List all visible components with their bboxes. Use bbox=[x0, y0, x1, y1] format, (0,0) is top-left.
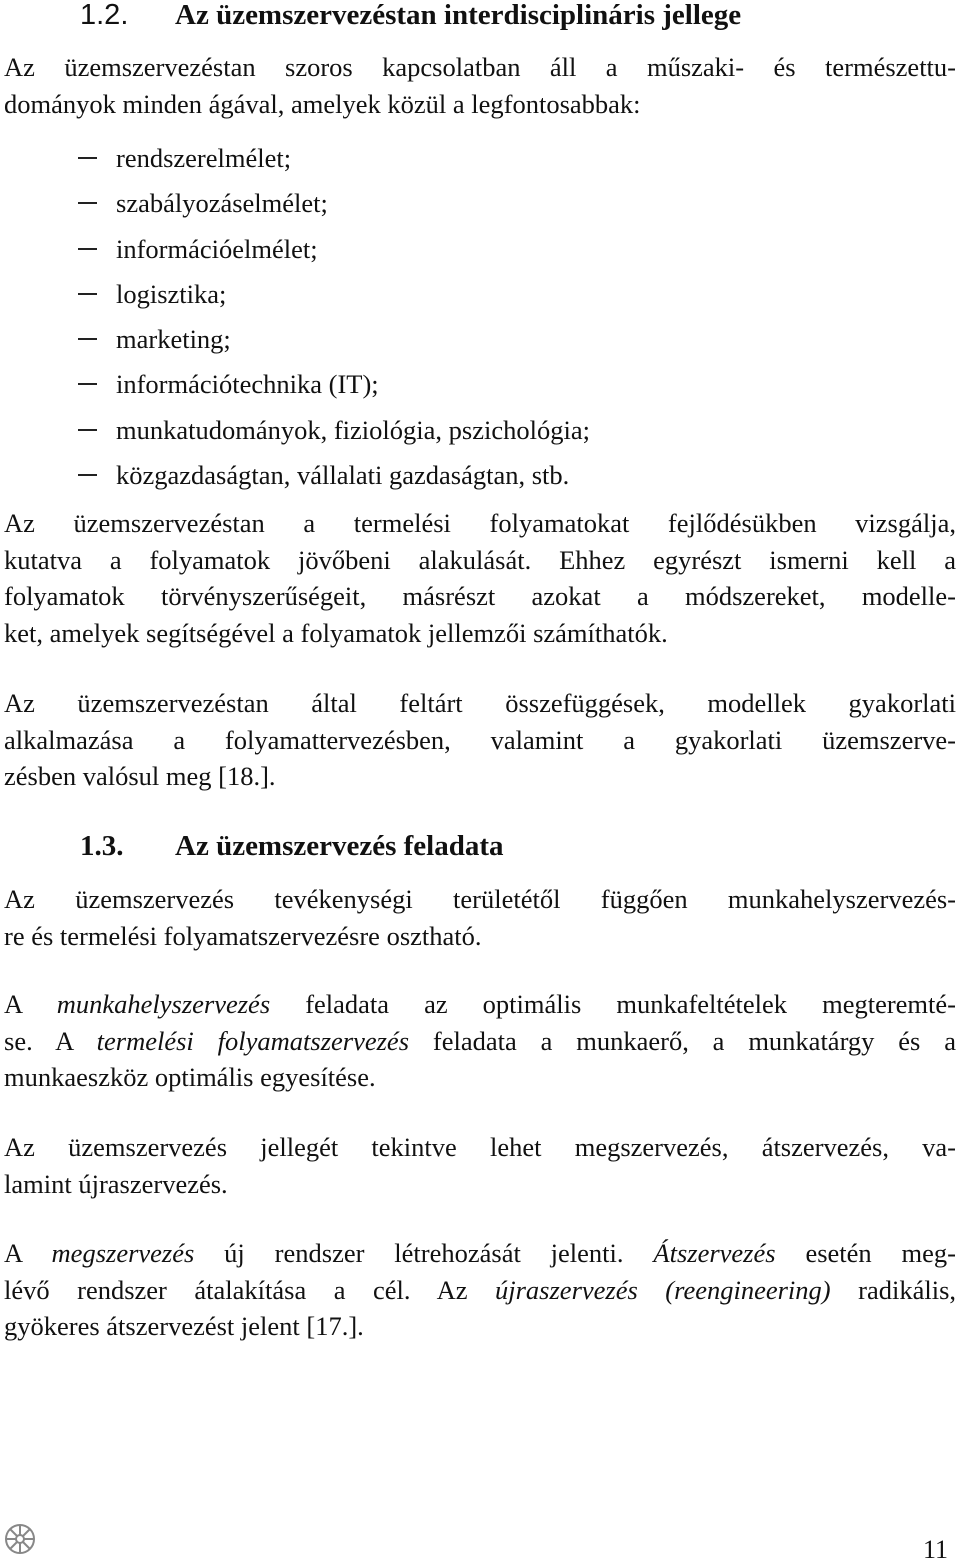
italic-term: munkahelyszervezés bbox=[56, 989, 271, 1019]
list-item bbox=[0, 231, 590, 276]
dash-bullet-icon bbox=[78, 429, 97, 431]
dash-bullet-icon bbox=[78, 293, 97, 295]
paragraph-types bbox=[4, 1129, 956, 1202]
wheel-logo-icon bbox=[4, 1523, 36, 1555]
text-line: alkalmazása a folyamattervezésben, valamint a gyakorlati üzemszerve- bbox=[4, 724, 956, 755]
section-heading-1-2 bbox=[80, 0, 742, 32]
list-item-label: információtechnika (IT); bbox=[116, 369, 379, 400]
text-line: Az üzemszervezés jellegét tekintve lehet megszervezés, átszervezés, va- bbox=[4, 1132, 956, 1162]
section-heading-1-3 bbox=[80, 829, 504, 863]
list-item-label: információelmélet; bbox=[116, 233, 318, 264]
text-line bbox=[4, 1023, 956, 1060]
dash-bullet-icon bbox=[78, 202, 97, 204]
text-run: esetén meg- bbox=[775, 1238, 956, 1268]
list-item bbox=[0, 140, 590, 185]
list-item-label: marketing; bbox=[116, 324, 231, 355]
italic-term: Átszervezés bbox=[653, 1238, 776, 1268]
text-line: re és termelési folyamatszervezésre osztható. bbox=[4, 920, 482, 951]
dash-bullet-icon bbox=[78, 474, 97, 476]
dash-bullet-icon bbox=[78, 338, 97, 340]
list-item bbox=[0, 276, 590, 321]
text-run: feladata a munkaerő, a munkatárgy és a bbox=[409, 1025, 956, 1056]
paragraph-process-study bbox=[4, 505, 956, 651]
paragraph-tasks bbox=[4, 986, 956, 1096]
intro-paragraph bbox=[4, 49, 956, 122]
text-line: dományok minden ágával, amelyek közül a legfontosabbak: bbox=[4, 88, 641, 119]
section-number: 1.3. bbox=[80, 830, 124, 862]
italic-term: megszervezés bbox=[51, 1238, 195, 1268]
section-title: Az üzemszervezéstan interdisciplináris jellege bbox=[175, 0, 742, 31]
dash-bullet-icon bbox=[78, 248, 97, 250]
text-line: lamint újraszervezés. bbox=[4, 1168, 228, 1199]
text-line: Az üzemszervezés tevékenységi területétől függően munkahelyszervezés- bbox=[4, 884, 956, 914]
text-line: Az üzemszervezéstan által feltárt összefüggések, modellek gyakorlati bbox=[4, 688, 956, 718]
page-number: 11 bbox=[922, 1535, 948, 1564]
list-item-label: szabályozáselmélet; bbox=[116, 188, 328, 219]
list-item bbox=[0, 185, 590, 230]
text-run: lévő rendszer átalakítása a cél. Az bbox=[4, 1274, 495, 1305]
text-line: kutatva a folyamatok jövőbeni alakulását. Ehhez egyrészt ismerni kell a bbox=[4, 544, 956, 575]
paragraph-definitions bbox=[4, 1235, 956, 1345]
text-run: A bbox=[4, 1238, 52, 1268]
italic-term: újraszervezés (reengineering) bbox=[495, 1274, 831, 1305]
italic-term: termelési folyamatszervezés bbox=[96, 1025, 410, 1056]
dash-bullet-icon bbox=[78, 157, 97, 159]
list-item bbox=[0, 321, 590, 366]
text-run: új rendszer létrehozását jelenti. bbox=[194, 1238, 654, 1268]
list-item-label: rendszerelmélet; bbox=[116, 143, 292, 173]
paragraph-application bbox=[4, 685, 956, 795]
text-line: zésben valósul meg [18.]. bbox=[4, 761, 276, 791]
text-line: Az üzemszervezéstan szoros kapcsolatban áll a műszaki- és természettu- bbox=[4, 52, 956, 82]
text-run: feladata az optimális munkafeltételek megteremté- bbox=[270, 989, 956, 1019]
list-item bbox=[0, 366, 590, 411]
text-line: folyamatok törvényszerűségeit, másrészt azokat a módszereket, modelle- bbox=[4, 581, 956, 611]
section-title: Az üzemszervezés feladata bbox=[175, 830, 504, 862]
text-run: radikális, bbox=[830, 1274, 957, 1305]
text-line bbox=[4, 986, 956, 1023]
discipline-list bbox=[0, 140, 590, 502]
text-line bbox=[4, 1235, 956, 1272]
paragraph-division bbox=[4, 881, 956, 954]
text-run: A bbox=[4, 989, 57, 1019]
text-line: munkaeszköz optimális egyesítése. bbox=[4, 1062, 376, 1092]
text-line bbox=[4, 1272, 956, 1309]
list-item-label: logisztika; bbox=[116, 278, 227, 309]
list-item-label: közgazdaságtan, vállalati gazdaságtan, stb. bbox=[116, 460, 570, 491]
text-line: gyökeres átszervezést jelent [17.]. bbox=[4, 1311, 364, 1341]
section-number: 1.2. bbox=[80, 0, 129, 31]
text-line: Az üzemszervezéstan a termelési folyamatokat fejlődésükben vizsgálja, bbox=[4, 508, 956, 538]
text-run: se. A bbox=[4, 1025, 97, 1056]
list-item-label: munkatudományok, fiziológia, pszichológia; bbox=[116, 414, 590, 445]
list-item bbox=[0, 412, 590, 457]
dash-bullet-icon bbox=[78, 383, 97, 385]
text-line: ket, amelyek segítségével a folyamatok jellemzői számíthatók. bbox=[4, 617, 668, 648]
list-item bbox=[0, 457, 590, 502]
